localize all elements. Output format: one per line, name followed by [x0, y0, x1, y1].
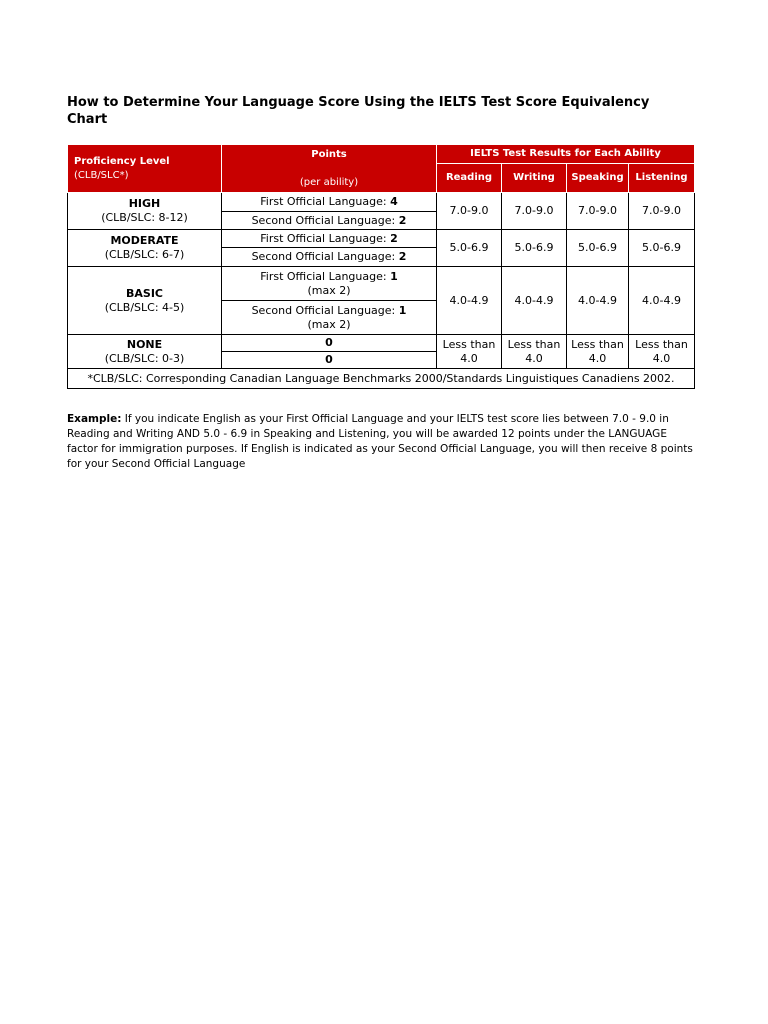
points-second-language: 0: [222, 352, 437, 369]
reading-header: Reading: [437, 164, 502, 193]
points-header-label: Points: [311, 148, 347, 160]
writing-score: [502, 335, 567, 369]
level-name: BASIC: [126, 286, 163, 300]
points-max: (max 2): [307, 317, 351, 331]
writing-score: 4.0-4.9: [502, 267, 567, 335]
level-clb: (CLB/SLC: 0-3): [104, 351, 185, 365]
points-value: 4: [390, 195, 398, 208]
proficiency-level-header-label: Proficiency Level: [74, 155, 170, 167]
speaking-score: 4.0-4.9: [567, 267, 629, 335]
points-value: 2: [390, 231, 398, 245]
writing-score: 5.0-6.9: [502, 230, 567, 267]
table-row: [68, 193, 695, 212]
listening-score: 7.0-9.0: [629, 193, 695, 230]
points-second-language: [222, 301, 437, 335]
speaking-score: 7.0-9.0: [567, 193, 629, 230]
listening-score: 4.0-4.9: [629, 267, 695, 335]
points-value: 2: [398, 250, 407, 263]
points-label: First Official Language:: [260, 231, 391, 245]
points-first-language: [222, 193, 437, 212]
ielts-results-header: IELTS Test Results for Each Ability: [437, 145, 695, 164]
level-clb: (CLB/SLC: 4-5): [104, 300, 185, 314]
per-ability-label: (per ability): [299, 176, 359, 188]
points-label: First Official Language:: [260, 195, 391, 208]
page-title: How to Determine Your Language Score Using the IELTS Test Score Equivalency Chart: [67, 95, 650, 127]
listening-score: [629, 335, 695, 369]
reading-score: 4.0-4.9: [437, 267, 502, 335]
score-line: 4.0: [525, 351, 543, 365]
reading-score: 7.0-9.0: [437, 193, 502, 230]
score-line: Less than: [635, 337, 688, 351]
speaking-header: Speaking: [567, 164, 629, 193]
level-cell-none: [68, 335, 222, 369]
level-name: HIGH: [128, 197, 161, 210]
table-footnote: *CLB/SLC: Corresponding Canadian Language Benchmarks 2000/Standards Linguistiques Canadiens 2002.: [68, 369, 695, 389]
proficiency-level-header-clb: (CLB/SLC*): [74, 169, 129, 181]
level-cell-high: [68, 193, 222, 230]
example-text: If you indicate English as your First Official Language and your IELTS test score lies between 7.0 - 9.0 in Reading and Writing AND 5.0 - 6.9 in Speaking and Listening, you will be awarded 12 points under the LANGUAGE factor for immigration purposes. If English is indicated as your Second Official Language, you will then receive 8 points for your Second Official Language: [67, 413, 693, 470]
table-row: [68, 335, 695, 352]
level-name: MODERATE: [110, 234, 179, 247]
points-label: First Official Language:: [260, 269, 391, 283]
score-line: Less than: [507, 337, 561, 351]
level-cell-basic: [68, 267, 222, 335]
writing-score: 7.0-9.0: [502, 193, 567, 230]
points-label: Second Official Language:: [251, 213, 399, 227]
points-first-language: [222, 267, 437, 301]
points-value: 1: [390, 269, 398, 283]
points-value: 2: [398, 213, 407, 227]
points-second-language: [222, 212, 437, 230]
points-label: Second Official Language:: [251, 303, 399, 317]
points-first-language: 0: [222, 335, 437, 352]
score-line: 4.0: [652, 351, 671, 365]
points-value: 1: [398, 303, 407, 317]
listening-header: Listening: [629, 164, 695, 193]
proficiency-level-header: [68, 145, 222, 193]
level-name: NONE: [126, 337, 163, 351]
level-cell-moderate: [68, 230, 222, 267]
listening-score: 5.0-6.9: [629, 230, 695, 267]
speaking-score: [567, 335, 629, 369]
speaking-score: 5.0-6.9: [567, 230, 629, 267]
table-row: [68, 230, 695, 248]
writing-header: Writing: [502, 164, 567, 193]
ielts-equivalency-table: [67, 144, 695, 389]
score-line: 4.0: [588, 351, 607, 365]
points-second-language: [222, 248, 437, 267]
points-label: Second Official Language:: [251, 250, 399, 263]
table-row: [68, 267, 695, 301]
reading-score: 5.0-6.9: [437, 230, 502, 267]
score-line: 4.0: [460, 351, 478, 365]
level-clb: (CLB/SLC: 6-7): [104, 248, 185, 261]
level-clb: (CLB/SLC: 8-12): [101, 211, 188, 224]
reading-score: [437, 335, 502, 369]
score-line: Less than: [571, 337, 624, 351]
points-first-language: [222, 230, 437, 248]
example-label: Example:: [67, 413, 122, 425]
points-max: (max 2): [307, 283, 351, 297]
example-paragraph: [67, 412, 697, 472]
score-line: Less than: [442, 337, 496, 351]
points-header: [222, 145, 437, 193]
